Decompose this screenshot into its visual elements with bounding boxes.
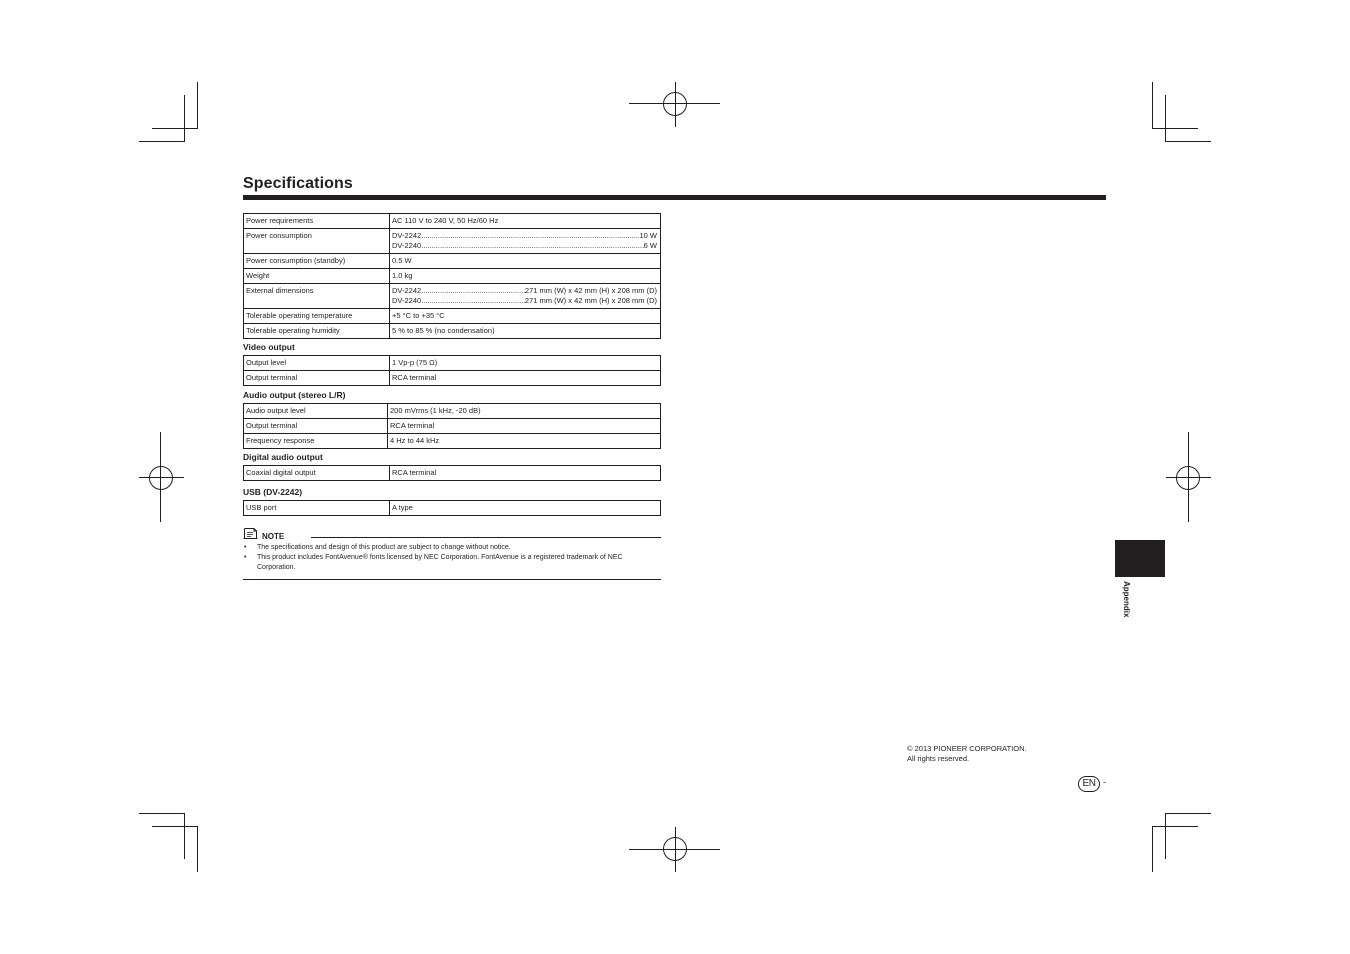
title-rule [243, 195, 1106, 200]
table-row [244, 269, 661, 284]
spec-value: 200 mVrms (1 kHz, -20 dB) [388, 404, 661, 419]
crop-mark [197, 82, 198, 128]
spec-value: RCA terminal [390, 371, 661, 386]
audio-output-heading: Audio output (stereo L/R) [243, 390, 346, 400]
spec-value: +5 °C to +35 °C [390, 309, 661, 324]
section-tab-block [1115, 540, 1165, 577]
model-name: DV-2242 [392, 286, 422, 295]
spec-label: Power consumption [244, 229, 390, 254]
spec-label: Output terminal [244, 371, 390, 386]
leader-dots [421, 286, 525, 296]
video-output-heading: Video output [243, 342, 295, 352]
registration-circle-icon [149, 466, 173, 490]
model-line [392, 286, 657, 296]
model-value: 271 mm (W) x 42 mm (H) x 208 mm (D) [524, 296, 657, 305]
spec-value: 1.0 kg [390, 269, 661, 284]
crop-mark [184, 95, 185, 141]
leader-dots [421, 231, 639, 241]
spec-value: A type [390, 501, 661, 516]
leader-dots [421, 241, 643, 251]
crop-mark [184, 813, 185, 859]
note-list [243, 543, 661, 573]
copyright-line: © 2013 PIONEER CORPORATION. [907, 744, 1027, 753]
table-row [244, 466, 661, 481]
table-row [244, 419, 661, 434]
table-row [244, 404, 661, 419]
spec-value: RCA terminal [390, 466, 661, 481]
spec-label: Tolerable operating humidity [244, 324, 390, 339]
table-row [244, 229, 661, 254]
crop-mark [139, 141, 185, 142]
audio-output-table [243, 403, 661, 449]
spec-label: Output level [244, 356, 390, 371]
language-badge: EN [1078, 776, 1100, 792]
spec-label: Output terminal [244, 419, 388, 434]
page-title: Specifications [243, 175, 353, 192]
crop-mark [1165, 813, 1211, 814]
model-value: 6 W [643, 241, 657, 250]
spec-value: RCA terminal [388, 419, 661, 434]
spec-label: External dimensions [244, 284, 390, 309]
spec-label: Weight [244, 269, 390, 284]
page-number: - [1103, 777, 1106, 787]
model-value: 10 W [639, 231, 657, 240]
table-row [244, 284, 661, 309]
registration-circle-icon [663, 92, 687, 116]
spec-label: Coaxial digital output [244, 466, 390, 481]
model-value: 271 mm (W) x 42 mm (H) x 208 mm (D) [524, 286, 657, 295]
crop-mark [1152, 82, 1153, 128]
crop-mark [1152, 826, 1198, 827]
crop-mark [197, 826, 198, 872]
spec-label: Power consumption (standby) [244, 254, 390, 269]
copyright-line: All rights reserved. [907, 754, 970, 763]
list-item: • The specifications and design of this product are subject to change without notice. [243, 543, 661, 553]
table-row [244, 309, 661, 324]
table-row [244, 501, 661, 516]
spec-value: 5 % to 85 % (no condensation) [390, 324, 661, 339]
list-item: • This product includes FontAvenue® fonts licensed by NEC Corporation. FontAvenue is a registered trademark of NEC Corporation. [243, 553, 661, 573]
spec-value: 0.5 W [390, 254, 661, 269]
crop-mark [152, 128, 198, 129]
registration-circle-icon [1176, 466, 1200, 490]
usb-heading: USB (DV-2242) [243, 487, 303, 497]
note-divider [243, 579, 661, 580]
spec-label: Power requirements [244, 214, 390, 229]
spec-label: Frequency response [244, 434, 388, 449]
crop-mark [139, 813, 185, 814]
table-row [244, 324, 661, 339]
spec-label: Audio output level [244, 404, 388, 419]
usb-table [243, 500, 661, 516]
crop-mark [1152, 826, 1153, 872]
spec-value [390, 229, 661, 254]
table-row [244, 214, 661, 229]
model-name: DV-2240 [392, 241, 422, 250]
crop-mark [1152, 128, 1198, 129]
general-specs-table [243, 213, 661, 339]
crop-mark [1165, 813, 1166, 859]
crop-mark [1165, 95, 1166, 141]
note-label: NOTE [262, 532, 285, 541]
table-row [244, 434, 661, 449]
spec-value: AC 110 V to 240 V, 50 Hz/60 Hz [390, 214, 661, 229]
spec-value: 1 Vp-p (75 Ω) [390, 356, 661, 371]
video-output-table [243, 355, 661, 386]
model-line [392, 231, 657, 241]
section-tab-label: Appendix [1122, 581, 1131, 618]
note-divider [311, 537, 661, 538]
model-name: DV-2240 [392, 296, 422, 305]
registration-circle-icon [663, 837, 687, 861]
model-line [392, 241, 657, 251]
digital-audio-output-heading: Digital audio output [243, 452, 323, 462]
crop-mark [152, 826, 198, 827]
digital-audio-output-table [243, 465, 661, 481]
spec-label: Tolerable operating temperature [244, 309, 390, 324]
note-icon [243, 528, 258, 539]
spec-value [390, 284, 661, 309]
table-row [244, 371, 661, 386]
model-name: DV-2242 [392, 231, 422, 240]
table-row [244, 356, 661, 371]
crop-mark [1165, 141, 1211, 142]
spec-label: USB port [244, 501, 390, 516]
table-row [244, 254, 661, 269]
leader-dots [421, 296, 525, 306]
spec-value: 4 Hz to 44 kHz [388, 434, 661, 449]
model-line [392, 296, 657, 306]
copyright [907, 744, 1027, 764]
